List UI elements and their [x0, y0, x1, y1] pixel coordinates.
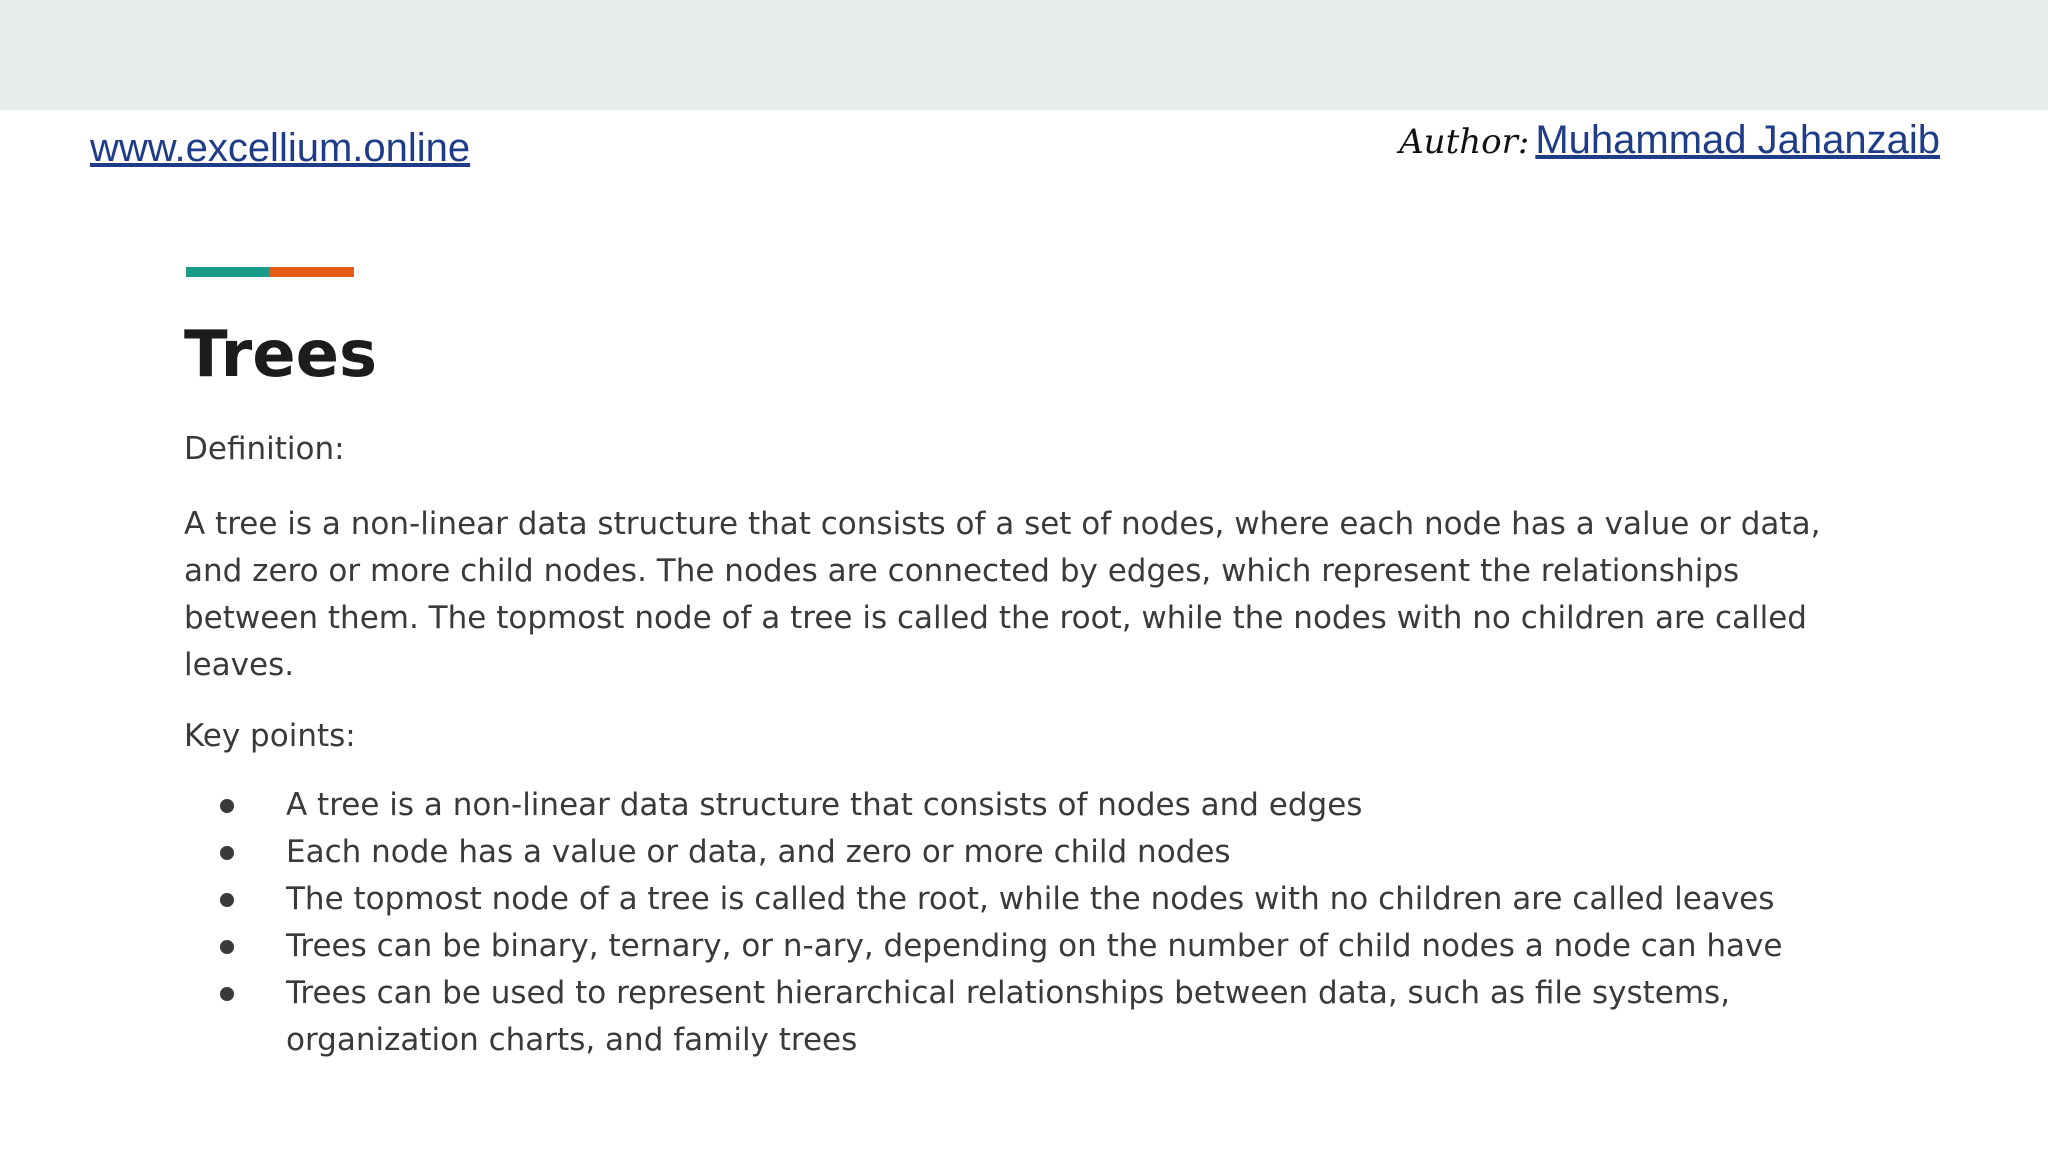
slide-title: Trees: [184, 318, 378, 392]
bullet-dot-icon: [220, 893, 234, 907]
bullet-dot-icon: [220, 799, 234, 813]
key-point-item: [184, 970, 1886, 1064]
key-point-item: [184, 923, 1886, 970]
key-point-text: Trees can be used to represent hierarchical relationships between data, such as file systems, organization charts, and family trees: [286, 975, 1731, 1058]
author-credit: [1399, 118, 1940, 163]
author-label: Author:: [1399, 122, 1530, 162]
site-link[interactable]: www.excellium.online: [90, 126, 471, 170]
accent-bar-teal: [186, 267, 270, 277]
accent-bar-orange: [270, 267, 354, 277]
bullet-dot-icon: [220, 846, 234, 860]
author-name-link[interactable]: Muhammad Jahanzaib: [1535, 118, 1940, 162]
accent-bar: [186, 267, 354, 277]
key-point-text: Trees can be binary, ternary, or n-ary, depending on the number of child nodes a node can have: [286, 928, 1783, 964]
key-point-text: A tree is a non-linear data structure that consists of nodes and edges: [286, 787, 1363, 823]
key-point-text: The topmost node of a tree is called the root, while the nodes with no children are called leaves: [286, 881, 1775, 917]
slide-content: [184, 426, 1884, 1064]
key-point-item: [184, 876, 1886, 923]
key-points-list: [184, 782, 1884, 1064]
key-point-item: [184, 829, 1886, 876]
definition-text: A tree is a non-linear data structure that consists of a set of nodes, where each node has a value or data, and zero or more child nodes. The nodes are connected by edges, which represent the relationships between them. The topmost node of a tree is called the root, while the nodes with no children are called leaves.: [184, 506, 1821, 683]
key-point-item: [184, 782, 1886, 829]
key-point-text: Each node has a value or data, and zero or more child nodes: [286, 834, 1231, 870]
bullet-dot-icon: [220, 940, 234, 954]
key-points-label: Key points:: [184, 718, 356, 754]
bullet-dot-icon: [220, 987, 234, 1001]
definition-label: Definition:: [184, 431, 345, 467]
top-band: [0, 0, 2048, 110]
